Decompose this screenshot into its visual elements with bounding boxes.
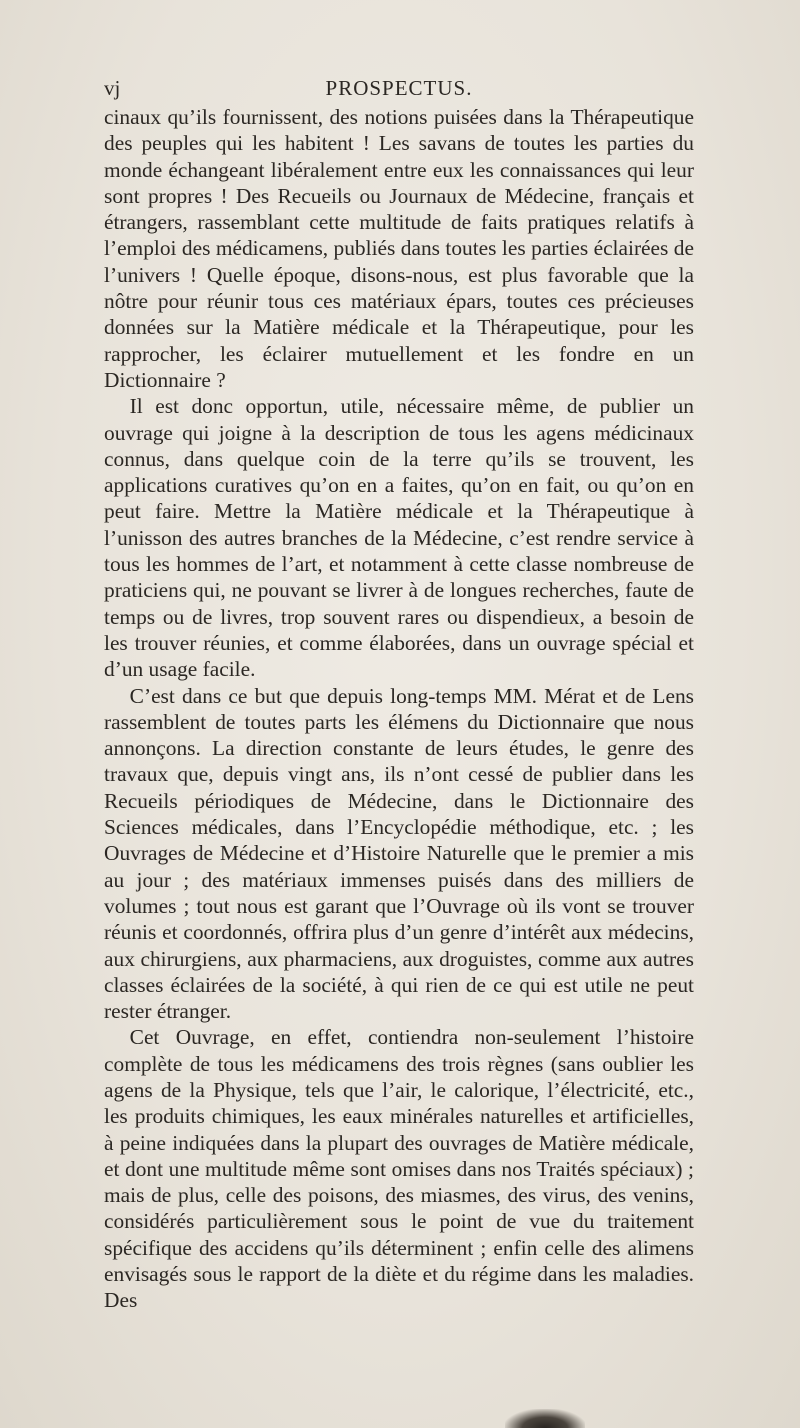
- running-title: PROSPECTUS.: [325, 76, 473, 100]
- body-text: [104, 104, 694, 1314]
- paragraph-4: Cet Ouvrage, en effet, contiendra non-seulement l’histoire complète de tous les médicamens des trois règnes (sans oublier les agens de la Physique, tels que l’air, le calorique, l’électricité, etc., les produits chimiques, les eaux minérales naturelles et artificielles, à peine indiquées dans la plupart des ouvrages de Matière médicale, et dont une multitude même sont omises dans nos Traités spéciaux) ; mais de plus, celle des poisons, des miasmes, des virus, des venins, considérés particulièrement sous le point de vue du traitement spécifique des accidens qu’ils déterminent ; enfin celle des alimens envisagés sous le rapport de la diète et du régime dans les maladies. Des: [104, 1025, 694, 1313]
- paragraph-1: cinaux qu’ils fournissent, des notions puisées dans la Thérapeutique des peuples qui les habitent ! Les savans de toutes les parties du monde échangeant libéralement entre eux les connaissances qui leur sont propres ! Des Recueils ou Journaux de Médecine, français et étrangers, rassemblant cette multitude de faits pratiques relatifs à l’emploi des médicamens, publiés dans toutes les parties éclairées de l’univers ! Quelle époque, disons-nous, est plus favorable que la nôtre pour réunir tous ces matériaux épars, toutes ces précieuses données sur la Matière médicale et la Thérapeutique, pour les rapprocher, les éclairer mutuellement et les fondre en un Dictionnaire ?: [104, 105, 694, 392]
- page-header: [104, 76, 694, 102]
- paragraph-2: Il est donc opportun, utile, nécessaire même, de publier un ouvrage qui joigne à la description de tous les agens médicinaux connus, dans quelque coin de la terre qu’ils se trouvent, les applications curatives qu’on en a faites, qu’on en fait, ou qu’on en peut faire. Mettre la Matière médicale et la Thérapeutique à l’unisson des autres branches de la Médecine, c’est rendre service à tous les hommes de l’art, et notamment à cette classe nombreuse de praticiens qui, ne pouvant se livrer à de longues recherches, faute de temps ou de livres, trop souvent rares ou dispendieux, a besoin de les trouver réunies, et comme élaborées, dans un ouvrage spécial et d’un usage facile.: [104, 394, 694, 682]
- paragraph-3: C’est dans ce but que depuis long-temps MM. Mérat et de Lens rassemblent de toutes parts les élémens du Dictionnaire que nous annonçons. La direction constante de leurs études, le genre des travaux que, depuis vingt ans, ils n’ont cessé de publier dans les Recueils périodiques de Médecine, dans le Dictionnaire des Sciences médicales, dans l’Encyclopédie méthodique, etc. ; les Ouvrages de Médecine et d’Histoire Naturelle que le premier a mis au jour ; des matériaux immenses puisés dans des milliers de volumes ; tout nous est garant que l’Ouvrage où ils vont se trouver réunis et coordonnés, offrira plus d’un genre d’intérêt aux médecins, aux chirurgiens, aux pharmaciens, aux droguistes, comme aux autres classes éclairées de la société, à qui rien de ce qui est utile ne peut rester étranger.: [104, 683, 694, 1024]
- ink-smudge: [505, 1409, 585, 1428]
- page-number: vj: [104, 76, 121, 100]
